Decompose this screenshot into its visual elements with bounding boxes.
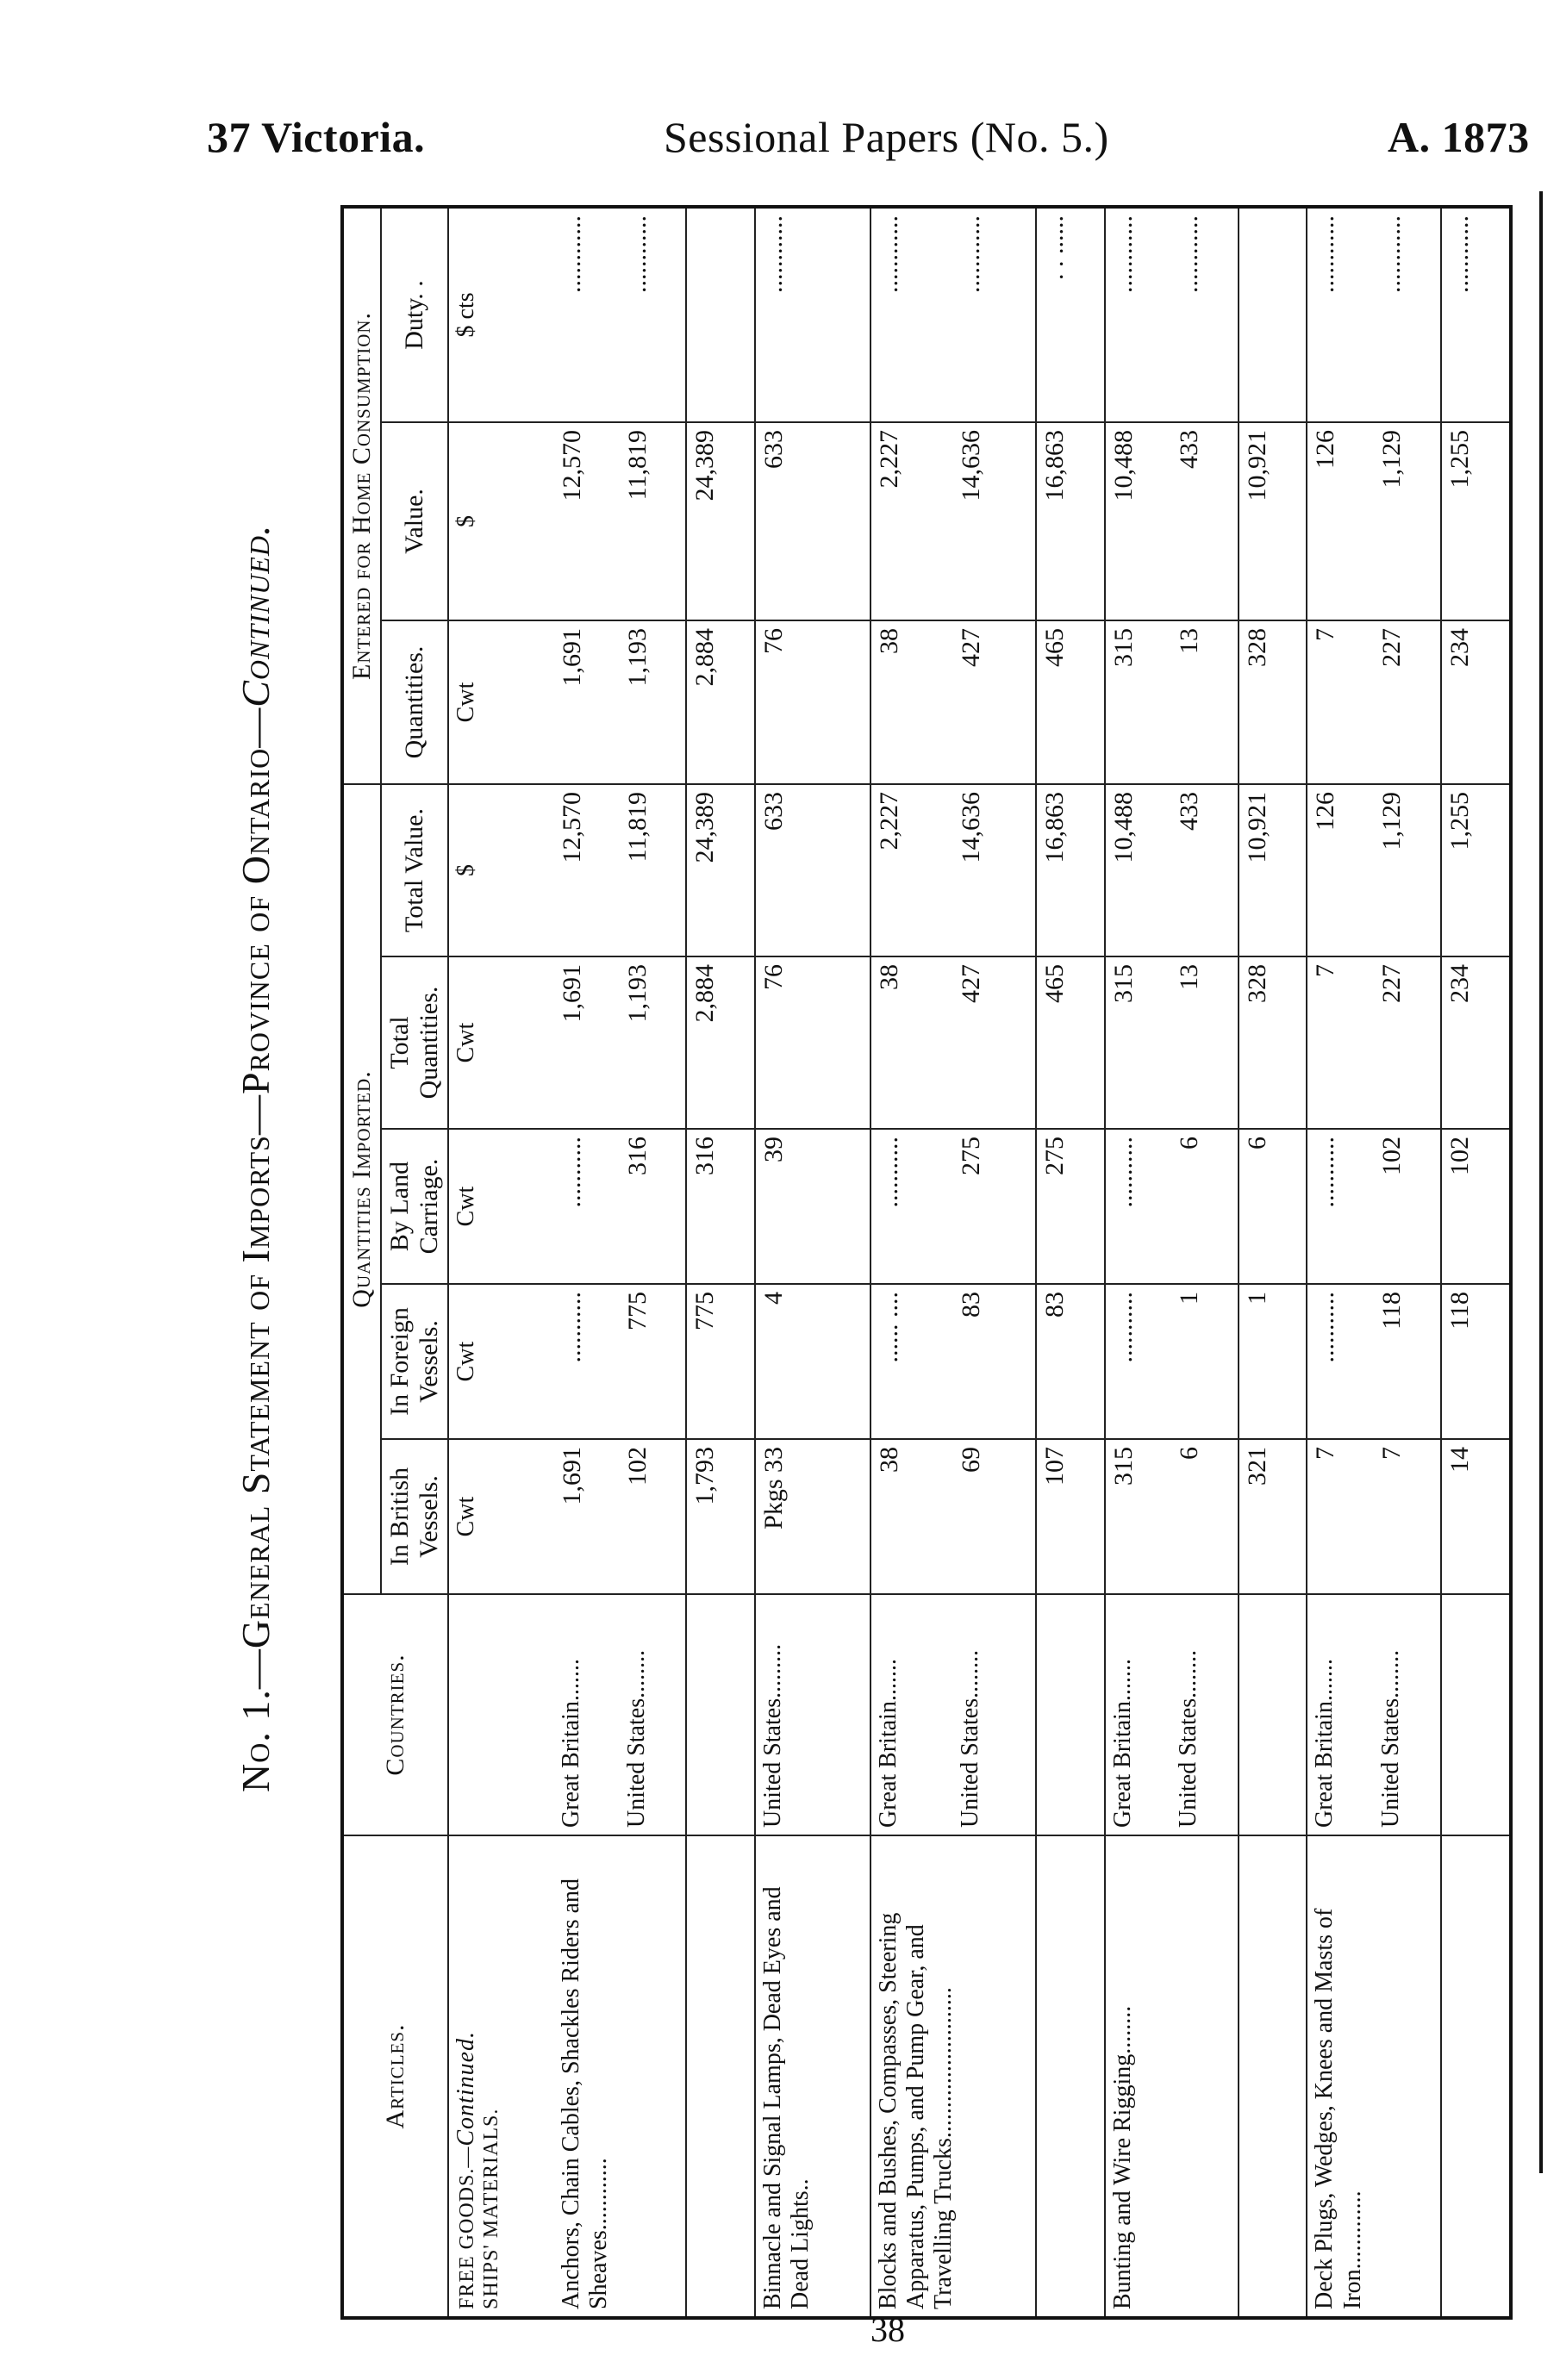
duty-cell: ............ xyxy=(870,207,953,422)
total-v-cell: 12,570 xyxy=(554,784,620,956)
total-q-cell: 315 xyxy=(1105,956,1172,1129)
british-cell: 38 xyxy=(870,1439,953,1594)
total-v-cell: 2,227 xyxy=(870,784,953,956)
total-v-total: 24,389 xyxy=(686,784,754,956)
col-quantities: Quantities. xyxy=(381,620,448,784)
total-q-total: 465 xyxy=(1036,956,1104,1129)
total-q-cell: 76 xyxy=(755,956,870,1129)
land-cell: 6 xyxy=(1171,1129,1239,1284)
total-row xyxy=(1441,207,1511,2318)
foreign-cell: 1 xyxy=(1171,1284,1239,1439)
land-cell: ........... xyxy=(554,1129,620,1284)
total-q-cell: 227 xyxy=(1374,956,1441,1129)
duty-total: . . ...... xyxy=(1036,207,1104,422)
section-ships-materials: SHIPS' MATERIALS. xyxy=(480,2108,502,2309)
total-v-total: 10,921 xyxy=(1239,784,1307,956)
table-title-continued: Continued. xyxy=(234,524,278,707)
duty-total: ............ xyxy=(1441,207,1511,422)
header-papers: Sessional Papers (No. 5.) xyxy=(664,113,1109,161)
quantities-cell: 1,691 xyxy=(554,620,620,784)
total-v-cell: 14,636 xyxy=(953,784,1036,956)
country-cell: United States........ xyxy=(1171,1594,1239,1835)
article-name: Blocks and Bushes, Compasses, Steering Apparatus, Pumps, and Pump Gear, and Travelling Trucks......................... xyxy=(870,1835,1036,2318)
value-cell: 126 xyxy=(1307,422,1374,620)
total-v-cell: 433 xyxy=(1171,784,1239,956)
unit-foreign: Cwt xyxy=(448,1284,554,1439)
col-group-quantities-imported: Quantities Imported. xyxy=(342,784,381,1594)
total-q-cell: 38 xyxy=(870,956,953,1129)
col-duty: Duty. . xyxy=(381,207,448,422)
british-cell: 1,691 xyxy=(554,1439,620,1594)
unit-quantities: Cwt xyxy=(448,620,554,784)
total-q-cell: 1,691 xyxy=(554,956,620,1129)
foreign-cell: ...... .... xyxy=(870,1284,953,1439)
total-q-cell: 13 xyxy=(1171,956,1239,1129)
col-in-foreign: In Foreign Vessels. xyxy=(381,1284,448,1439)
duty-cell: ............ xyxy=(1374,207,1441,422)
value-cell: 12,570 xyxy=(554,422,620,620)
quantities-cell: 227 xyxy=(1374,620,1441,784)
table-row xyxy=(1105,207,1172,2318)
country-cell: United States........ xyxy=(620,1594,687,1835)
quantities-cell: 76 xyxy=(755,620,870,784)
total-q-total: 2,884 xyxy=(686,956,754,1129)
land-cell: 275 xyxy=(953,1129,1036,1284)
value-cell: 1,129 xyxy=(1374,422,1441,620)
duty-cell: ............ xyxy=(554,207,620,422)
table-title xyxy=(233,414,278,1792)
col-by-land: By Land Carriage. xyxy=(381,1129,448,1284)
foreign-cell: 83 xyxy=(953,1284,1036,1439)
value-total: 10,921 xyxy=(1239,422,1307,620)
british-cell: 315 xyxy=(1105,1439,1172,1594)
british-total: 14 xyxy=(1441,1439,1511,1594)
section-row xyxy=(448,207,554,2318)
section-continued: Continued. xyxy=(452,2030,479,2146)
total-q-total: 234 xyxy=(1441,956,1511,1129)
running-header xyxy=(0,112,1560,190)
country-cell: United States........ xyxy=(953,1594,1036,1835)
section-free-goods: FREE GOODS.— xyxy=(456,2146,478,2309)
col-total-value: Total Value. xyxy=(381,784,448,956)
article-name: Bunting and Wire Rigging........ xyxy=(1105,1835,1239,2318)
section-label xyxy=(448,1835,554,2318)
british-cell: 6 xyxy=(1171,1439,1239,1594)
british-cell: 7 xyxy=(1307,1439,1374,1594)
duty-cell: ............ xyxy=(1307,207,1374,422)
foreign-cell: 4 xyxy=(755,1284,870,1439)
total-q-cell: 427 xyxy=(953,956,1036,1129)
total-q-cell: 1,193 xyxy=(620,956,687,1129)
value-total: 24,389 xyxy=(686,422,754,620)
duty-cell: ............ xyxy=(1105,207,1172,422)
land-total: 102 xyxy=(1441,1129,1511,1284)
quantities-cell: 315 xyxy=(1105,620,1172,784)
total-v-cell: 11,819 xyxy=(620,784,687,956)
duty-cell: ............ xyxy=(620,207,687,422)
header-year: A. 1873 xyxy=(1388,113,1530,161)
british-value: 33 xyxy=(758,1447,788,1473)
quantities-total: 234 xyxy=(1441,620,1511,784)
land-cell: 39 xyxy=(755,1129,870,1284)
value-total: 1,255 xyxy=(1441,422,1511,620)
header-session: 37 Victoria. xyxy=(207,113,426,161)
duty-total xyxy=(686,207,754,422)
country-cell: United States......... xyxy=(755,1594,870,1835)
rotated-table-wrapper xyxy=(340,209,1513,2320)
land-cell: 316 xyxy=(620,1129,687,1284)
total-v-total: 1,255 xyxy=(1441,784,1511,956)
imports-table xyxy=(340,205,1513,2320)
unit-value: $ xyxy=(448,422,554,620)
duty-cell: ............ xyxy=(1171,207,1239,422)
col-total-quantities: Total Quantities. xyxy=(381,956,448,1129)
unit-british: Cwt xyxy=(448,1439,554,1594)
foreign-cell: ........... xyxy=(1105,1284,1172,1439)
total-v-cell: 126 xyxy=(1307,784,1374,956)
table-row xyxy=(755,207,870,2318)
total-v-total: 16,863 xyxy=(1036,784,1104,956)
foreign-cell: ........... xyxy=(1307,1284,1374,1439)
country-cell: Great Britain....... xyxy=(554,1594,620,1835)
foreign-cell: 118 xyxy=(1374,1284,1441,1439)
foreign-total: 1 xyxy=(1239,1284,1307,1439)
col-group-home-consumption: Entered for Home Consumption. xyxy=(342,207,381,784)
british-cell: 7 xyxy=(1374,1439,1441,1594)
table-row xyxy=(870,207,953,2318)
unit-total-q: Cwt xyxy=(448,956,554,1129)
foreign-total: 775 xyxy=(686,1284,754,1439)
col-countries: Countries. xyxy=(342,1594,448,1835)
table-row xyxy=(554,207,620,2318)
country-cell: Great Britain....... xyxy=(1307,1594,1374,1835)
table-row xyxy=(1307,207,1374,2318)
land-cell: ........... xyxy=(870,1129,953,1284)
british-cell: 102 xyxy=(620,1439,687,1594)
total-v-cell: 1,129 xyxy=(1374,784,1441,956)
country-cell: Great Britain....... xyxy=(870,1594,953,1835)
country-cell: United States........ xyxy=(1374,1594,1441,1835)
total-v-cell: 633 xyxy=(755,784,870,956)
british-cell: 69 xyxy=(953,1439,1036,1594)
unit-land: Cwt xyxy=(448,1129,554,1284)
value-total: 16,863 xyxy=(1036,422,1104,620)
value-cell: 2,227 xyxy=(870,422,953,620)
british-total: 107 xyxy=(1036,1439,1104,1594)
foreign-total: 83 xyxy=(1036,1284,1104,1439)
value-cell: 633 xyxy=(755,422,870,620)
page-edge-rule xyxy=(1539,191,1560,2173)
value-cell: 433 xyxy=(1171,422,1239,620)
land-total: 275 xyxy=(1036,1129,1104,1284)
quantities-cell: 427 xyxy=(953,620,1036,784)
british-cell xyxy=(755,1439,870,1594)
col-in-british: In British Vessels. xyxy=(381,1439,448,1594)
total-v-cell: 10,488 xyxy=(1105,784,1172,956)
total-q-total: 328 xyxy=(1239,956,1307,1129)
value-cell: 11,819 xyxy=(620,422,687,620)
article-name: Deck Plugs, Wedges, Knees and Masts of Iron............. xyxy=(1307,1835,1440,2318)
land-cell: 102 xyxy=(1374,1129,1441,1284)
page-number: 38 xyxy=(870,2310,905,2349)
foreign-total: 118 xyxy=(1441,1284,1511,1439)
total-q-cell: 7 xyxy=(1307,956,1374,1129)
quantities-total: 465 xyxy=(1036,620,1104,784)
col-articles: Articles. xyxy=(342,1835,448,2318)
foreign-cell: 775 xyxy=(620,1284,687,1439)
unit-duty: $ cts xyxy=(448,207,554,422)
total-row xyxy=(686,207,754,2318)
value-cell: 14,636 xyxy=(953,422,1036,620)
quantities-cell: 38 xyxy=(870,620,953,784)
duty-total xyxy=(1239,207,1307,422)
british-total: 1,793 xyxy=(686,1439,754,1594)
land-total: 6 xyxy=(1239,1129,1307,1284)
british-total: 321 xyxy=(1239,1439,1307,1594)
table-title-main: No. 1.—General Statement of Imports—Province of Ontario— xyxy=(234,707,278,1792)
value-cell: 10,488 xyxy=(1105,422,1172,620)
land-cell: ........... xyxy=(1105,1129,1172,1284)
land-cell: ........... xyxy=(1307,1129,1374,1284)
quantities-cell: 1,193 xyxy=(620,620,687,784)
header-row-1 xyxy=(342,207,381,2318)
duty-cell: ............ xyxy=(755,207,870,422)
total-row xyxy=(1239,207,1307,2318)
unit-total-v: $ xyxy=(448,784,554,956)
unit-label: Pkgs xyxy=(758,1479,788,1530)
article-name: Binnacle and Signal Lamps, Dead Eyes and Dead Lights.. xyxy=(755,1835,870,2318)
quantities-cell: 13 xyxy=(1171,620,1239,784)
quantities-total: 328 xyxy=(1239,620,1307,784)
col-value: Value. xyxy=(381,422,448,620)
total-row xyxy=(1036,207,1104,2318)
duty-cell: ............ xyxy=(953,207,1036,422)
country-cell: Great Britain....... xyxy=(1105,1594,1172,1835)
quantities-cell: 7 xyxy=(1307,620,1374,784)
quantities-total: 2,884 xyxy=(686,620,754,784)
land-total: 316 xyxy=(686,1129,754,1284)
article-name: Anchors, Chain Cables, Shackles Riders and Sheaves............ xyxy=(554,1835,686,2318)
foreign-cell: ........... xyxy=(554,1284,620,1439)
